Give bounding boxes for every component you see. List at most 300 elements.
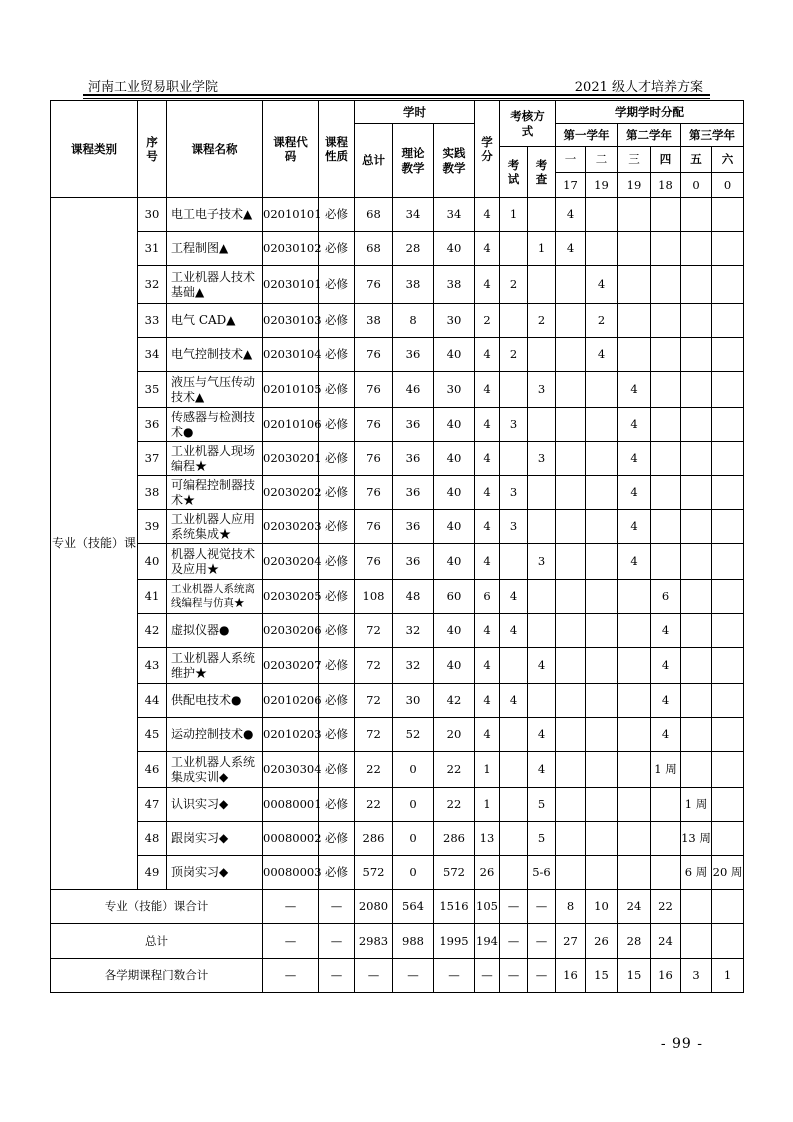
summary-row <box>51 924 744 959</box>
check-cell <box>528 580 556 614</box>
term-1-cell <box>556 788 586 822</box>
header-plan: 2021 级人才培养方案 <box>574 80 703 95</box>
table-row <box>51 266 744 304</box>
term-2-cell <box>586 718 618 752</box>
table-row <box>51 544 744 580</box>
practice-cell: 60 <box>434 580 475 614</box>
theory-cell: 0 <box>393 856 434 890</box>
term-5-cell: 13 周 <box>681 822 712 856</box>
credit-cell: 4 <box>475 232 500 266</box>
credit-cell: 6 <box>475 580 500 614</box>
term-1-cell <box>556 614 586 648</box>
nature-cell: 必修 <box>319 718 355 752</box>
summary-credit-cell: 194 <box>475 924 500 959</box>
nature-cell: 必修 <box>319 510 355 544</box>
nature-cell: 必修 <box>319 304 355 338</box>
credit-cell: 4 <box>475 338 500 372</box>
term-1-cell <box>556 338 586 372</box>
theory-cell: 36 <box>393 476 434 510</box>
term-4-cell: 6 <box>651 580 681 614</box>
term-3-cell <box>618 232 651 266</box>
nature-cell: 必修 <box>319 856 355 890</box>
total-cell: 22 <box>355 788 393 822</box>
exam-cell: 1 <box>500 198 528 232</box>
table-row <box>51 372 744 408</box>
table-row <box>51 718 744 752</box>
table-row <box>51 822 744 856</box>
term-6-cell: 20 周 <box>712 856 744 890</box>
term-2-cell <box>586 614 618 648</box>
nature-cell: 必修 <box>319 408 355 442</box>
term-5-cell <box>681 510 712 544</box>
term-4-cell <box>651 544 681 580</box>
exam-cell: 4 <box>500 684 528 718</box>
credit-cell: 4 <box>475 198 500 232</box>
term-1-cell <box>556 648 586 684</box>
summary-term-2-cell: 15 <box>586 959 618 993</box>
table-row <box>51 614 744 648</box>
course-name-cell: 跟岗实习◆ <box>167 822 263 856</box>
check-cell <box>528 614 556 648</box>
table-row <box>51 752 744 788</box>
theory-cell: 0 <box>393 822 434 856</box>
check-cell: 4 <box>528 648 556 684</box>
term-2-cell <box>586 198 618 232</box>
total-cell: 572 <box>355 856 393 890</box>
theory-cell: 52 <box>393 718 434 752</box>
exam-cell: 2 <box>500 266 528 304</box>
header-semester-dist: 学期学时分配 <box>556 101 744 124</box>
table-row <box>51 476 744 510</box>
practice-cell: 572 <box>434 856 475 890</box>
term-4-cell <box>651 476 681 510</box>
header-term-5: 五 <box>681 147 712 173</box>
summary-practice-cell: 1995 <box>434 924 475 959</box>
nature-cell: 必修 <box>319 232 355 266</box>
header-term-3: 三 <box>618 147 651 173</box>
theory-cell: 32 <box>393 648 434 684</box>
total-cell: 76 <box>355 510 393 544</box>
term-5-cell <box>681 442 712 476</box>
term-3-cell <box>618 684 651 718</box>
course-name-cell: 传感器与检测技术● <box>167 408 263 442</box>
summary-code-cell: — <box>263 924 319 959</box>
term-4-cell <box>651 408 681 442</box>
total-cell: 76 <box>355 544 393 580</box>
summary-term-3-cell: 15 <box>618 959 651 993</box>
term-1-cell <box>556 408 586 442</box>
check-cell: 4 <box>528 718 556 752</box>
term-2-cell <box>586 684 618 718</box>
course-name-cell: 工业机器人技术基础▲ <box>167 266 263 304</box>
term-6-cell <box>712 648 744 684</box>
term-1-cell <box>556 684 586 718</box>
summary-exam-cell: — <box>500 924 528 959</box>
theory-cell: 36 <box>393 442 434 476</box>
term-4-cell <box>651 372 681 408</box>
term-5-cell <box>681 338 712 372</box>
exam-cell: 3 <box>500 510 528 544</box>
nature-cell: 必修 <box>319 684 355 718</box>
header-check: 考查 <box>528 147 556 198</box>
term-4-cell: 4 <box>651 614 681 648</box>
summary-practice-cell: 1516 <box>434 890 475 924</box>
code-cell: 02030204 <box>263 544 319 580</box>
term-5-cell <box>681 684 712 718</box>
practice-cell: 34 <box>434 198 475 232</box>
code-cell: 02010206 <box>263 684 319 718</box>
term-2-cell <box>586 372 618 408</box>
summary-theory-cell: — <box>393 959 434 993</box>
term-6-cell <box>712 788 744 822</box>
term-4-cell <box>651 304 681 338</box>
code-cell: 02030206 <box>263 614 319 648</box>
term-4-cell <box>651 266 681 304</box>
term-5-cell <box>681 372 712 408</box>
nature-cell: 必修 <box>319 648 355 684</box>
term-3-cell <box>618 580 651 614</box>
table-header <box>51 101 744 198</box>
credit-cell: 4 <box>475 266 500 304</box>
summary-term-4-cell: 16 <box>651 959 681 993</box>
check-cell: 2 <box>528 304 556 338</box>
exam-cell: 4 <box>500 580 528 614</box>
header-weeks-4: 18 <box>651 173 681 198</box>
header-practice: 实践教学 <box>434 124 475 198</box>
theory-cell: 34 <box>393 198 434 232</box>
header-theory: 理论教学 <box>393 124 434 198</box>
summary-label: 专业（技能）课合计 <box>51 890 263 924</box>
check-cell: 5-6 <box>528 856 556 890</box>
course-name-cell: 认识实习◆ <box>167 788 263 822</box>
table-row <box>51 648 744 684</box>
term-3-cell <box>618 338 651 372</box>
term-5-cell <box>681 266 712 304</box>
total-cell: 76 <box>355 266 393 304</box>
page-number: - 99 - <box>660 1036 703 1052</box>
summary-nature-cell: — <box>319 924 355 959</box>
term-5-cell <box>681 614 712 648</box>
table-row <box>51 198 744 232</box>
term-4-cell <box>651 232 681 266</box>
nature-cell: 必修 <box>319 198 355 232</box>
theory-cell: 30 <box>393 684 434 718</box>
course-name-cell: 工业机器人现场编程★ <box>167 442 263 476</box>
summary-term-6-cell <box>712 890 744 924</box>
code-cell: 02010105 <box>263 372 319 408</box>
course-name-cell: 工业机器人系统维护★ <box>167 648 263 684</box>
practice-cell: 42 <box>434 684 475 718</box>
term-2-cell <box>586 442 618 476</box>
term-3-cell: 4 <box>618 510 651 544</box>
course-name-cell: 机器人视觉技术及应用★ <box>167 544 263 580</box>
nature-cell: 必修 <box>319 788 355 822</box>
total-cell: 76 <box>355 408 393 442</box>
check-cell: 4 <box>528 752 556 788</box>
term-3-cell: 4 <box>618 544 651 580</box>
term-4-cell <box>651 510 681 544</box>
term-4-cell: 1 周 <box>651 752 681 788</box>
code-cell: 02030101 <box>263 266 319 304</box>
exam-cell <box>500 788 528 822</box>
header-year-3: 第三学年 <box>681 124 744 147</box>
code-cell: 02030203 <box>263 510 319 544</box>
check-cell: 5 <box>528 788 556 822</box>
code-cell: 02030201 <box>263 442 319 476</box>
summary-row <box>51 890 744 924</box>
header-exam: 考试 <box>500 147 528 198</box>
nature-cell: 必修 <box>319 442 355 476</box>
term-5-cell <box>681 544 712 580</box>
practice-cell: 40 <box>434 442 475 476</box>
summary-term-1-cell: 16 <box>556 959 586 993</box>
credit-cell: 1 <box>475 788 500 822</box>
term-1-cell <box>556 752 586 788</box>
code-cell: 00080003 <box>263 856 319 890</box>
header-code: 课程代码 <box>263 101 319 198</box>
header-nature: 课程性质 <box>319 101 355 198</box>
header-term-1: 一 <box>556 147 586 173</box>
total-cell: 72 <box>355 614 393 648</box>
category-cell: 专业（技能）课 <box>51 198 138 890</box>
credit-cell: 4 <box>475 544 500 580</box>
summary-code-cell: — <box>263 890 319 924</box>
table-body <box>51 198 744 993</box>
exam-cell <box>500 856 528 890</box>
term-4-cell: 4 <box>651 684 681 718</box>
practice-cell: 286 <box>434 822 475 856</box>
term-2-cell <box>586 232 618 266</box>
term-5-cell <box>681 580 712 614</box>
term-5-cell <box>681 232 712 266</box>
table-row <box>51 580 744 614</box>
theory-cell: 36 <box>393 544 434 580</box>
summary-row <box>51 959 744 993</box>
code-cell: 02030104 <box>263 338 319 372</box>
summary-credit-cell: — <box>475 959 500 993</box>
term-5-cell <box>681 304 712 338</box>
code-cell: 00080001 <box>263 788 319 822</box>
code-cell: 02030202 <box>263 476 319 510</box>
term-6-cell <box>712 718 744 752</box>
term-1-cell: 4 <box>556 232 586 266</box>
credit-cell: 2 <box>475 304 500 338</box>
term-6-cell <box>712 408 744 442</box>
code-cell: 02030103 <box>263 304 319 338</box>
term-6-cell <box>712 752 744 788</box>
credit-cell: 4 <box>475 442 500 476</box>
theory-cell: 0 <box>393 788 434 822</box>
summary-term-6-cell <box>712 924 744 959</box>
total-cell: 76 <box>355 442 393 476</box>
term-2-cell <box>586 856 618 890</box>
total-cell: 286 <box>355 822 393 856</box>
course-name-cell: 工业机器人系统集成实训◆ <box>167 752 263 788</box>
term-6-cell <box>712 684 744 718</box>
check-cell: 3 <box>528 544 556 580</box>
term-1-cell <box>556 580 586 614</box>
term-2-cell <box>586 510 618 544</box>
credit-cell: 4 <box>475 510 500 544</box>
total-cell: 22 <box>355 752 393 788</box>
exam-cell: 4 <box>500 614 528 648</box>
summary-total-cell: — <box>355 959 393 993</box>
practice-cell: 40 <box>434 476 475 510</box>
summary-check-cell: — <box>528 924 556 959</box>
summary-theory-cell: 564 <box>393 890 434 924</box>
theory-cell: 46 <box>393 372 434 408</box>
summary-check-cell: — <box>528 890 556 924</box>
practice-cell: 30 <box>434 304 475 338</box>
theory-cell: 36 <box>393 338 434 372</box>
seq-cell: 42 <box>138 614 167 648</box>
summary-term-1-cell: 27 <box>556 924 586 959</box>
term-1-cell <box>556 266 586 304</box>
summary-term-6-cell: 1 <box>712 959 744 993</box>
term-3-cell: 4 <box>618 372 651 408</box>
code-cell: 02030102 <box>263 232 319 266</box>
practice-cell: 22 <box>434 788 475 822</box>
course-name-cell: 运动控制技术● <box>167 718 263 752</box>
seq-cell: 43 <box>138 648 167 684</box>
course-name-cell: 液压与气压传动技术▲ <box>167 372 263 408</box>
exam-cell <box>500 822 528 856</box>
course-name-cell: 工程制图▲ <box>167 232 263 266</box>
nature-cell: 必修 <box>319 614 355 648</box>
summary-total-cell: 2983 <box>355 924 393 959</box>
term-2-cell <box>586 788 618 822</box>
summary-label: 各学期课程门数合计 <box>51 959 263 993</box>
term-6-cell <box>712 442 744 476</box>
seq-cell: 37 <box>138 442 167 476</box>
seq-cell: 49 <box>138 856 167 890</box>
term-1-cell <box>556 442 586 476</box>
seq-cell: 44 <box>138 684 167 718</box>
seq-cell: 39 <box>138 510 167 544</box>
term-6-cell <box>712 198 744 232</box>
header-name: 课程名称 <box>167 101 263 198</box>
code-cell: 00080002 <box>263 822 319 856</box>
practice-cell: 22 <box>434 752 475 788</box>
practice-cell: 40 <box>434 614 475 648</box>
header-weeks-1: 17 <box>556 173 586 198</box>
summary-term-3-cell: 24 <box>618 890 651 924</box>
theory-cell: 38 <box>393 266 434 304</box>
practice-cell: 40 <box>434 510 475 544</box>
exam-cell <box>500 442 528 476</box>
header-term-2: 二 <box>586 147 618 173</box>
check-cell <box>528 510 556 544</box>
term-6-cell <box>712 232 744 266</box>
header-weeks-6: 0 <box>712 173 744 198</box>
term-2-cell <box>586 408 618 442</box>
nature-cell: 必修 <box>319 372 355 408</box>
exam-cell <box>500 232 528 266</box>
credit-cell: 4 <box>475 648 500 684</box>
term-6-cell <box>712 476 744 510</box>
term-4-cell <box>651 442 681 476</box>
term-1-cell <box>556 718 586 752</box>
practice-cell: 20 <box>434 718 475 752</box>
practice-cell: 30 <box>434 372 475 408</box>
course-name-cell: 虚拟仪器● <box>167 614 263 648</box>
header-seq: 序号 <box>138 101 167 198</box>
summary-term-1-cell: 8 <box>556 890 586 924</box>
check-cell: 3 <box>528 442 556 476</box>
total-cell: 108 <box>355 580 393 614</box>
summary-term-4-cell: 22 <box>651 890 681 924</box>
exam-cell <box>500 304 528 338</box>
header-weeks-2: 19 <box>586 173 618 198</box>
summary-term-5-cell: 3 <box>681 959 712 993</box>
theory-cell: 36 <box>393 408 434 442</box>
table-row <box>51 338 744 372</box>
code-cell: 02010106 <box>263 408 319 442</box>
term-1-cell <box>556 510 586 544</box>
summary-term-3-cell: 28 <box>618 924 651 959</box>
term-3-cell <box>618 198 651 232</box>
summary-nature-cell: — <box>319 959 355 993</box>
course-name-cell: 电气 CAD▲ <box>167 304 263 338</box>
table-row <box>51 510 744 544</box>
term-3-cell <box>618 822 651 856</box>
term-6-cell <box>712 338 744 372</box>
header-school: 河南工业贸易职业学院 <box>88 80 219 95</box>
term-1-cell <box>556 822 586 856</box>
term-3-cell <box>618 304 651 338</box>
header-credit: 学分 <box>475 101 500 198</box>
header-exam-mode: 考核方式 <box>500 101 556 147</box>
credit-cell: 4 <box>475 614 500 648</box>
seq-cell: 46 <box>138 752 167 788</box>
code-cell: 02010203 <box>263 718 319 752</box>
term-3-cell: 4 <box>618 408 651 442</box>
credit-cell: 4 <box>475 718 500 752</box>
nature-cell: 必修 <box>319 752 355 788</box>
check-cell <box>528 684 556 718</box>
header-rule <box>83 94 710 96</box>
total-cell: 38 <box>355 304 393 338</box>
term-2-cell: 4 <box>586 266 618 304</box>
term-5-cell <box>681 718 712 752</box>
total-cell: 76 <box>355 372 393 408</box>
term-3-cell <box>618 752 651 788</box>
total-cell: 72 <box>355 718 393 752</box>
code-cell: 02010101 <box>263 198 319 232</box>
term-6-cell <box>712 510 744 544</box>
term-3-cell: 4 <box>618 476 651 510</box>
practice-cell: 40 <box>434 338 475 372</box>
nature-cell: 必修 <box>319 476 355 510</box>
exam-cell <box>500 544 528 580</box>
summary-code-cell: — <box>263 959 319 993</box>
exam-cell: 2 <box>500 338 528 372</box>
curriculum-table <box>50 100 744 993</box>
term-6-cell <box>712 614 744 648</box>
term-1-cell <box>556 856 586 890</box>
table-row <box>51 788 744 822</box>
summary-term-2-cell: 26 <box>586 924 618 959</box>
seq-cell: 40 <box>138 544 167 580</box>
header-weeks-5: 0 <box>681 173 712 198</box>
seq-cell: 35 <box>138 372 167 408</box>
course-name-cell: 可编程控制器技术★ <box>167 476 263 510</box>
term-3-cell <box>618 718 651 752</box>
course-name-cell: 电气控制技术▲ <box>167 338 263 372</box>
nature-cell: 必修 <box>319 544 355 580</box>
course-name-cell: 电工电子技术▲ <box>167 198 263 232</box>
summary-check-cell: — <box>528 959 556 993</box>
